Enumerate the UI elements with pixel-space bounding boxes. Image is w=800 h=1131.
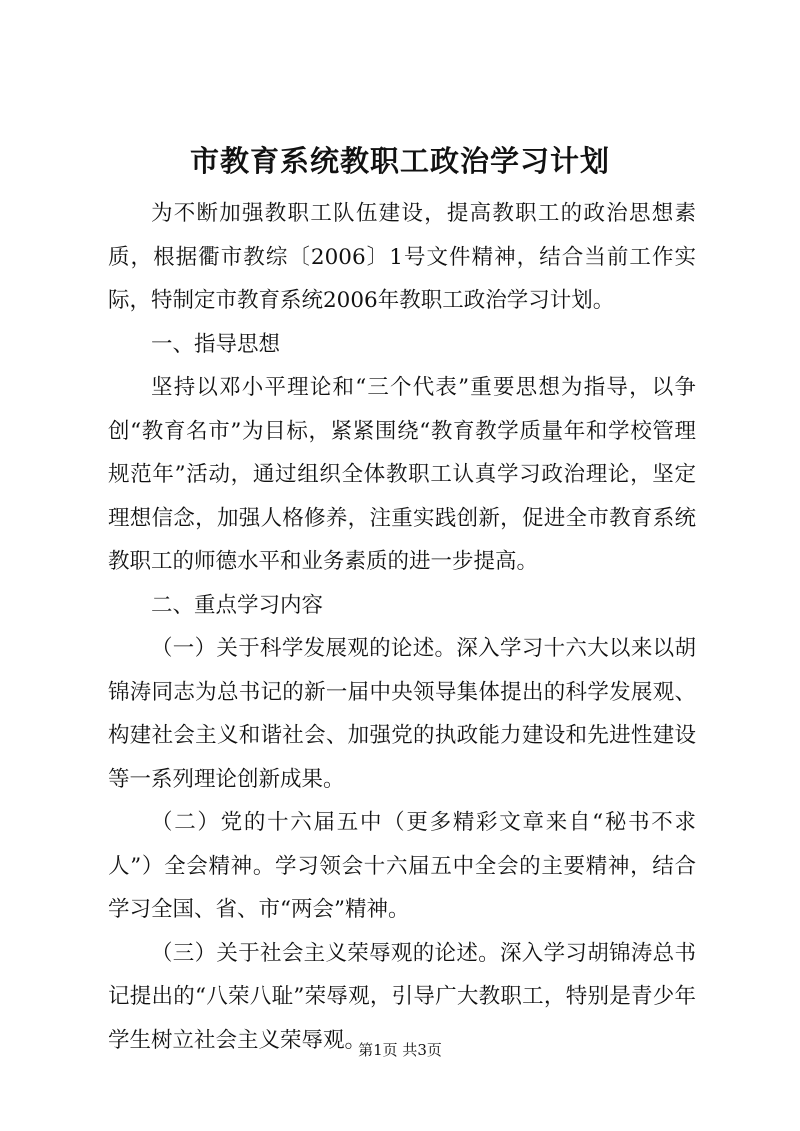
page-number-label: 第1页 共3页 [358, 1041, 442, 1059]
section-heading-key-content: 二、重点学习内容 [151, 592, 324, 618]
content-item-2-paragraph: （二）党的十六届五中（更多精彩文章来自“秘书不求人”）全会精神。学习领会十六届五中全会的主要精神，结合学习全国、省、市“两会”精神。 [108, 810, 696, 922]
intro-paragraph: 为不断加强教职工队伍建设，提高教职工的政治思想素质，根据衢市教综〔2006〕1号文件精神，结合当前工作实际，特制定市教育系统2006年教职工政治学习计划。 [108, 201, 696, 313]
guiding-thought-paragraph: 坚持以邓小平理论和“三个代表”重要思想为指导，以争创“教育名市”为目标，紧紧围绕“教育教学质量年和学校管理规范年”活动，通过组织全体教职工认真学习政治理论，坚定理想信念，加强人格修养，注重实践创新，促进全市教育系统教职工的师德水平和业务素质的进一步提高。 [108, 375, 696, 574]
page-title: 市教育系统教职工政治学习计划 [189, 144, 610, 178]
content-item-3-paragraph: （三）关于社会主义荣辱观的论述。深入学习胡锦涛总书记提出的“八荣八耻”荣辱观，引导广大教职工，特别是青少年学生树立社会主义荣辱观。 [108, 940, 696, 1053]
content-item-1-paragraph: （一）关于科学发展观的论述。深入学习十六大以来以胡锦涛同志为总书记的新一届中央领导集体提出的科学发展观、构建社会主义和谐社会、加强党的执政能力建设和先进性建设等一系列理论创新成果。 [108, 636, 696, 792]
page-footer [0, 1040, 800, 1060]
section-heading-guiding-thought: 一、指导思想 [151, 331, 281, 357]
document-body [108, 192, 696, 1062]
